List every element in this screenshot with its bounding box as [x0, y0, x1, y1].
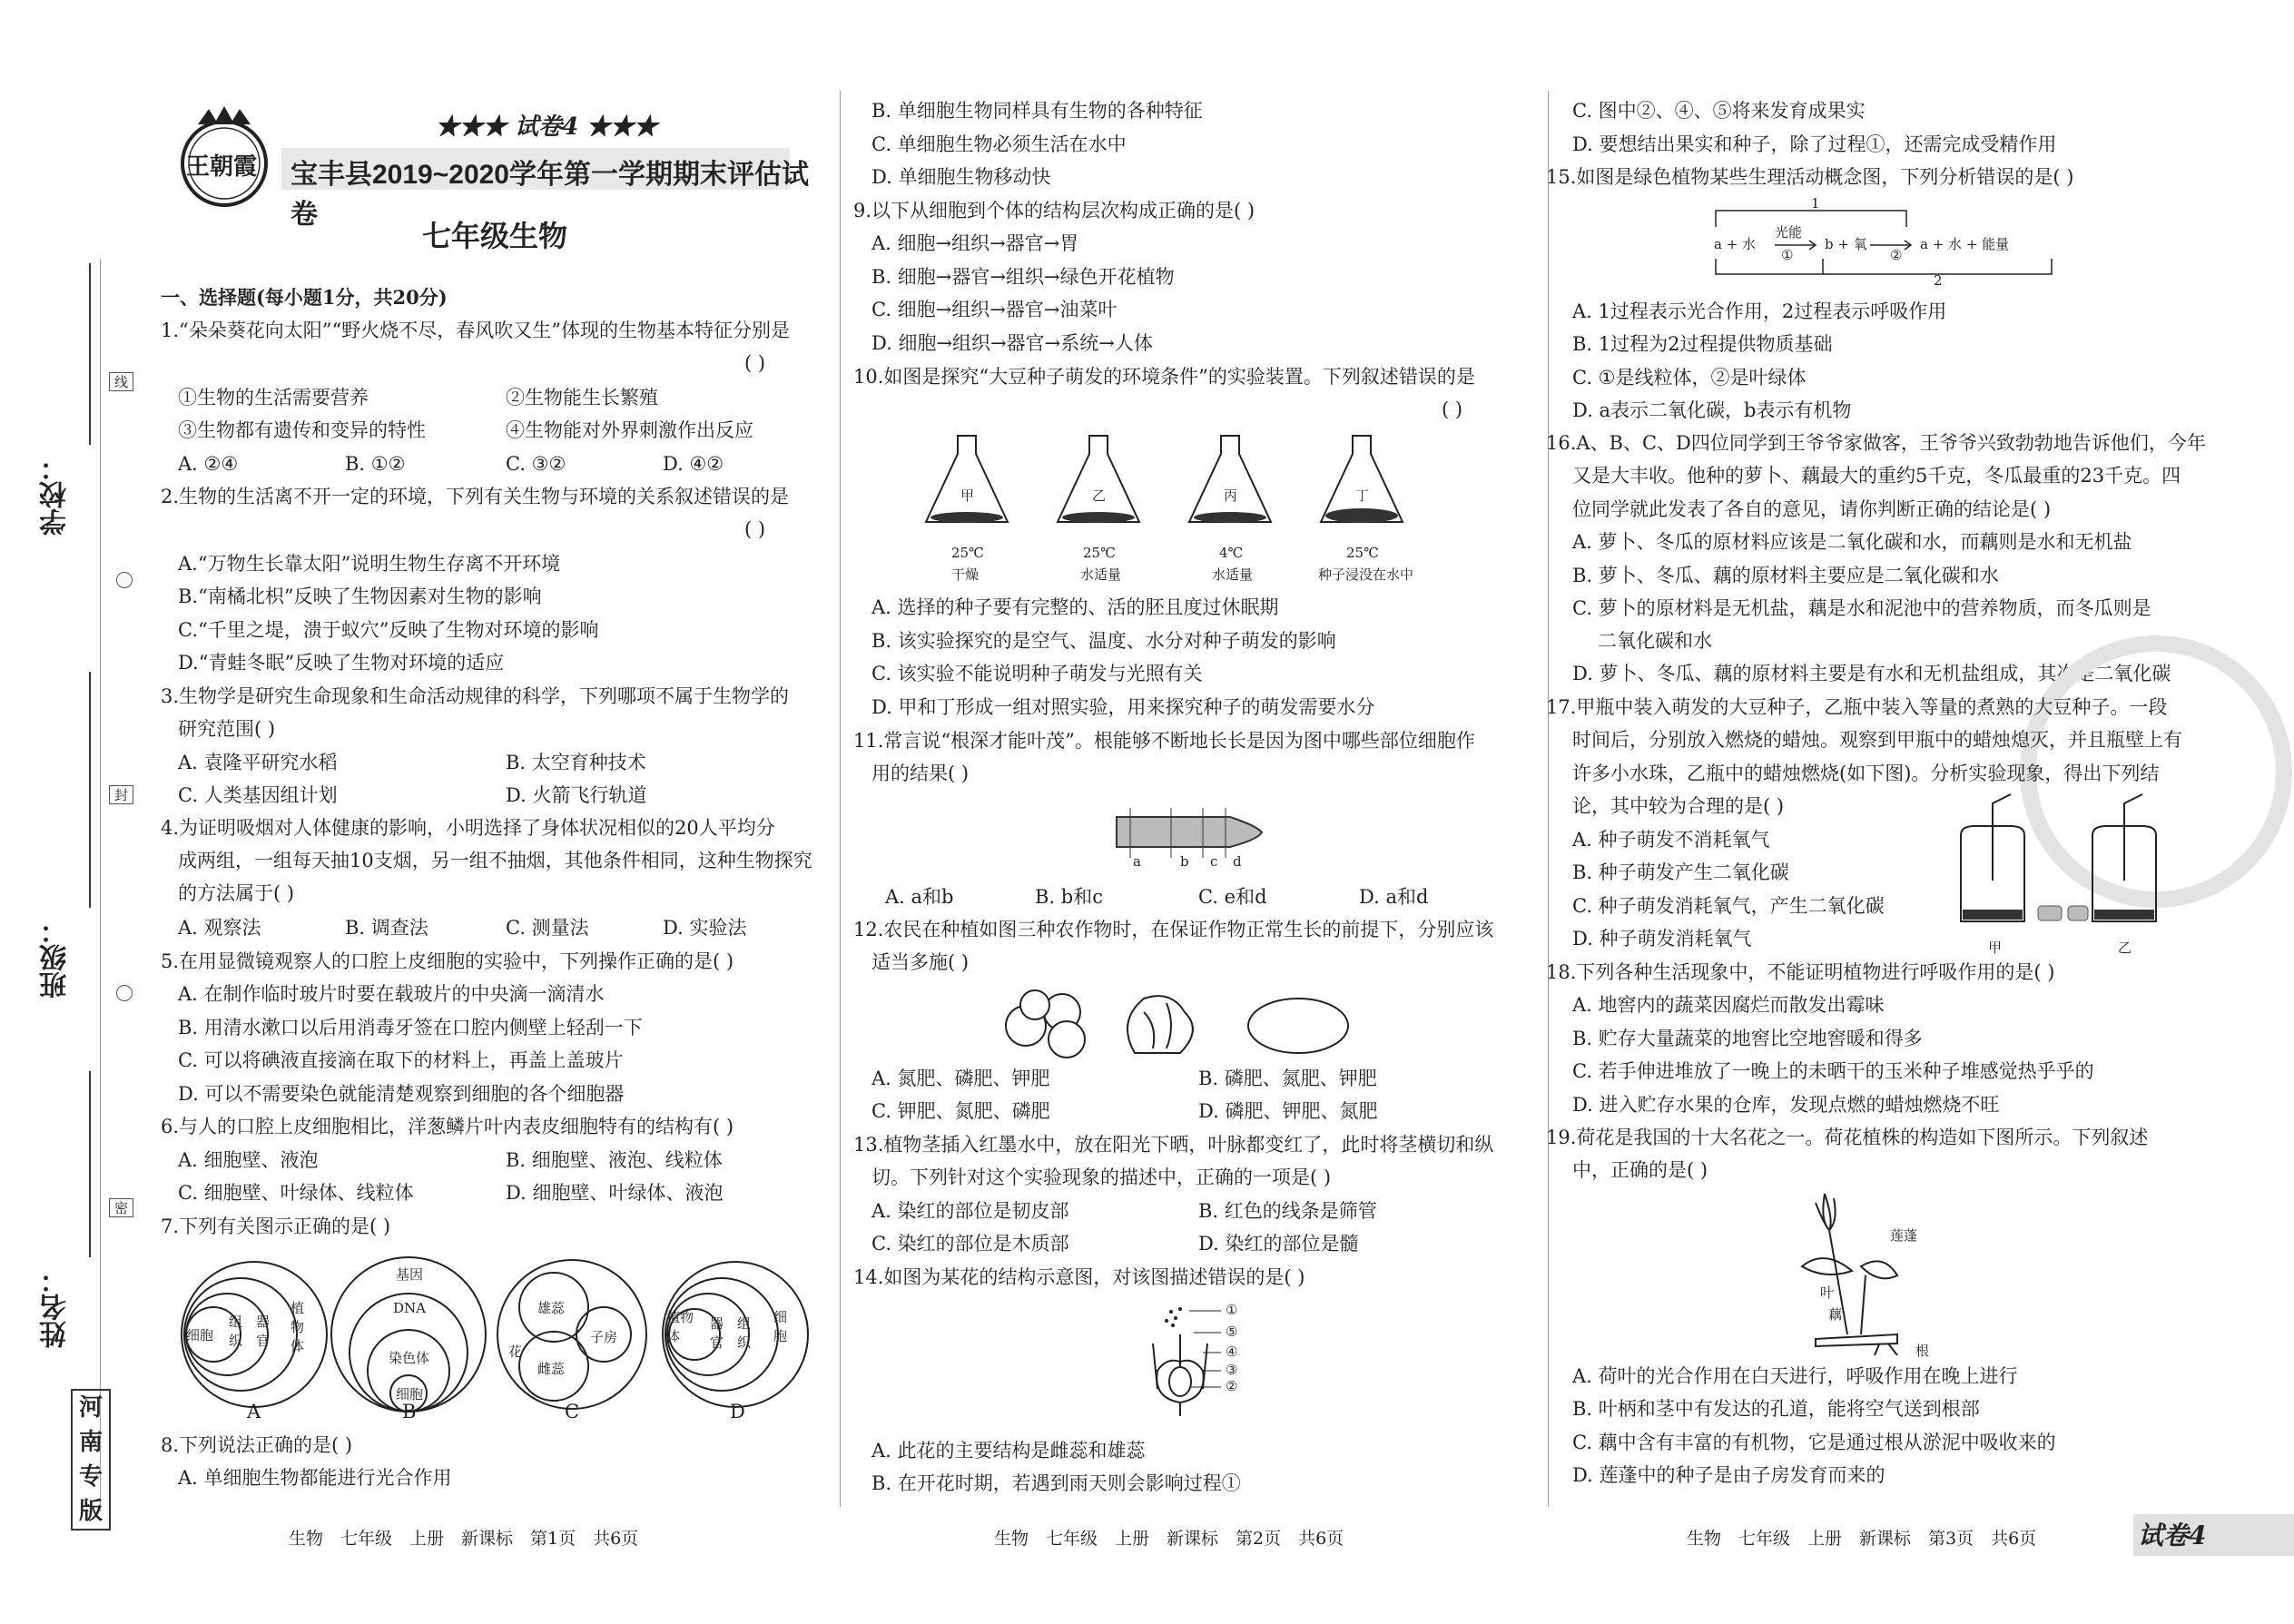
- q15-concept-diagram: [1707, 200, 2070, 290]
- q2-option-d: D.“青蛙冬眠”反映了生物对环境的适应: [178, 652, 505, 674]
- q7-diagram-c: [497, 1260, 646, 1409]
- q14-label-2: ②: [1226, 1378, 1238, 1394]
- q18-option-c: C. 若手伸进堆放了一晚上的未晒干的玉米种子堆感觉热乎乎的: [1572, 1060, 2094, 1082]
- q15-under-arrow-1: ①: [1781, 247, 1794, 263]
- edition-badge: [71, 1389, 111, 1530]
- header: [145, 104, 817, 268]
- edition-char-1: 河: [78, 1394, 103, 1422]
- q7-c-label-4: 雌蕊: [537, 1361, 566, 1377]
- q6-option-a: A. 细胞壁、液泡: [178, 1149, 319, 1171]
- q14-option-a: A. 此花的主要结构是雌蕊和雄蕊: [871, 1440, 1146, 1462]
- q10-flask-2-label: 乙: [1092, 487, 1107, 504]
- q14-option-d: D. 要想结出果实和种子，除了过程①，还需完成受精作用: [1572, 133, 2057, 155]
- page-footer-3: 生物 七年级 上册 新课标 第3页 共6页: [1687, 1529, 2037, 1549]
- q7-b-label-4: 细胞: [396, 1386, 424, 1403]
- q13-stem-cont: 切。下列针对这个实验现象的描述中，正确的一项是( ): [871, 1166, 1332, 1188]
- q8-option-b: B. 单细胞生物同样具有生物的各种特征: [871, 100, 1203, 122]
- q7-a-label-1: 细胞: [186, 1327, 214, 1343]
- q16-stem-cont1: 又是大丰收。他种的萝卜、藕最大的重约5千克，冬瓜最重的23千克。四: [1572, 465, 2181, 487]
- q10-flask-1-label: 甲: [960, 487, 975, 504]
- q11-option-c: C. e和d: [1198, 886, 1267, 908]
- q17-option-c: C. 种子萌发消耗氧气，产生二氧化碳: [1572, 895, 1885, 917]
- seal-mark: 封: [109, 785, 133, 804]
- q1-statement-2: ②生物能生长繁殖: [506, 387, 658, 408]
- q18-stem: 18.下列各种生活现象中，不能证明植物进行呼吸作用的是( ): [1546, 961, 2055, 983]
- q11-option-b: B. b和c: [1035, 886, 1103, 908]
- q7-a-label-3: 器官: [256, 1314, 271, 1349]
- q7-option-b-label: B: [402, 1401, 417, 1422]
- q11-label-a: a: [1133, 853, 1141, 870]
- q11-stem-cont: 用的结果( ): [871, 763, 970, 784]
- q7-option-a-label: A: [247, 1401, 261, 1422]
- q11-label-d: d: [1233, 853, 1242, 870]
- edition-char-4: 版: [78, 1498, 103, 1525]
- q17-option-a: A. 种子萌发不消耗氧气: [1572, 829, 1770, 851]
- q14-label-4: ④: [1226, 1343, 1238, 1360]
- q14-option-c: C. 图中②、④、⑤将来发育成果实: [1572, 100, 1866, 122]
- flask-icon: [1189, 436, 1271, 522]
- q14-option-b: B. 在开花时期，若遇到雨天则会影响过程①: [871, 1472, 1241, 1494]
- q3-option-d: D. 火箭飞行轨道: [506, 784, 647, 806]
- q10-flask-4-label: 丁: [1355, 487, 1370, 504]
- q9-option-b: B. 细胞→器官→组织→绿色开花植物: [871, 266, 1175, 288]
- q15-left: a + 水: [1714, 236, 1757, 252]
- q3-stem-cont: 研究范围( ): [178, 718, 276, 740]
- q7-option-c-label: C: [565, 1401, 580, 1422]
- q15-option-a: A. 1过程表示光合作用，2过程表示呼吸作用: [1572, 300, 1947, 322]
- q15-stem: 15.如图是绿色植物某些生理活动概念图，下列分析错误的是( ): [1546, 166, 2074, 188]
- q7-d-label-4: 细胞: [773, 1309, 788, 1344]
- q12-option-c: C. 钾肥、氮肥、磷肥: [871, 1100, 1050, 1122]
- q14-label-3: ③: [1226, 1362, 1238, 1378]
- q9-option-a: A. 细胞→组织→器官→胃: [871, 232, 1079, 254]
- exam-title-text: 宝丰县2019~2020学年第一学期期末评估试卷: [290, 160, 809, 230]
- school-line: [89, 263, 91, 445]
- q2-stem: 2.生物的生活离不开一定的环境，下列有关生物与环境的关系叙述错误的是: [161, 486, 790, 507]
- q10-bracket: ( ): [1442, 399, 1463, 420]
- class-label: 班级：: [40, 917, 72, 999]
- q5-stem: 5.在用显微镜观察人的口腔上皮细胞的实验中，下列操作正确的是( ): [161, 950, 734, 972]
- q19-label-seedpod: 莲蓬: [1890, 1227, 1918, 1244]
- page-footer-2: 生物 七年级 上册 新课标 第2页 共6页: [994, 1529, 1344, 1549]
- potato-icon: [1248, 999, 1348, 1053]
- q7-c-label-2: 花: [508, 1343, 523, 1360]
- q4-stem-cont2: 的方法属于( ): [178, 882, 295, 904]
- corner-tag: 试卷4: [2138, 1521, 2207, 1550]
- q18-option-b: B. 贮存大量蔬菜的地窖比空地窖暖和得多: [1572, 1028, 1923, 1049]
- q12-option-a: A. 氮肥、磷肥、钾肥: [871, 1068, 1050, 1089]
- q16-option-c-cont: 二氧化碳和水: [1598, 630, 1712, 652]
- q1-statement-3: ③生物都有遗传和变异的特性: [178, 419, 426, 441]
- q16-option-a: A. 萝卜、冬瓜的原材料应该是二氧化碳和水，而藕则是水和无机盐: [1572, 531, 2132, 553]
- q8-option-a: A. 单细胞生物都能进行光合作用: [178, 1467, 452, 1489]
- sidebar: [0, 0, 136, 1624]
- q19-label-root: 根: [1915, 1343, 1930, 1359]
- q10-condition-3: 水适量: [1212, 566, 1254, 583]
- q4-option-d: D. 实验法: [663, 917, 747, 939]
- q16-stem: 16.A、B、C、D四位同学到王爷爷家做客，王爷爷兴致勃勃地告诉他们，今年: [1546, 432, 2206, 454]
- secret-mark: 密: [109, 1198, 133, 1217]
- q8-option-d: D. 单细胞生物移动快: [871, 166, 1051, 188]
- q12-option-b: B. 磷肥、氮肥、钾肥: [1198, 1068, 1377, 1089]
- line-mark: 线: [109, 372, 133, 391]
- q7-option-d-label: D: [730, 1401, 745, 1422]
- q10-flask-diagram: [917, 427, 1462, 545]
- q5-option-c: C. 可以将碘液直接滴在取下的材料上，再盖上盖玻片: [178, 1049, 624, 1071]
- q17-stem-cont2: 许多小水珠，乙瓶中的蜡烛燃烧(如下图)。分析实验现象，得出下列结: [1572, 763, 2160, 784]
- q15-over-arrow-1: 光能: [1775, 224, 1803, 241]
- q7-d-label-3: 组织: [737, 1315, 752, 1351]
- q16-option-c: C. 萝卜的原材料是无机盐，藕是水和泥池中的营养物质，而冬瓜则是: [1572, 597, 2151, 619]
- star-icon: ★★★: [436, 113, 507, 141]
- q4-option-b: B. 调查法: [345, 917, 428, 939]
- q10-condition-2: 水适量: [1080, 566, 1122, 583]
- q1-option-d: D. ④②: [663, 453, 724, 475]
- q6-stem: 6.与人的口腔上皮细胞相比，洋葱鳞片叶内表皮细胞特有的结构有( ): [161, 1116, 734, 1137]
- q17-stem-cont1: 时间后，分别放入燃烧的蜡烛。观察到甲瓶中的蜡烛熄灭，并且瓶壁上有: [1572, 729, 2182, 751]
- q13-stem: 13.植物茎插入红墨水中，放在阳光下晒，叶脉都变红了，此时将茎横切和纵: [853, 1134, 1494, 1156]
- q1-statement-1: ①生物的生活需要营养: [178, 387, 369, 408]
- star-icon: ★★★: [586, 113, 658, 141]
- q17-option-b: B. 种子萌发产生二氧化碳: [1572, 861, 1789, 883]
- q15-option-c: C. ①是线粒体，②是叶绿体: [1572, 367, 1807, 389]
- q7-a-label-4: 植物体: [290, 1300, 305, 1354]
- q10-temp-3: 4℃: [1219, 545, 1244, 561]
- q16-option-b: B. 萝卜、冬瓜、藕的原材料主要应是二氧化碳和水: [1572, 565, 1999, 586]
- school-label: 学校：: [40, 454, 72, 536]
- punch-hole-2: [116, 985, 133, 1001]
- q2-option-c: C.“千里之堤，溃于蚁穴”反映了生物对环境的影响: [178, 619, 599, 641]
- paper-tag: [436, 108, 657, 142]
- logo-text: 王朝霞: [186, 153, 258, 181]
- q19-label-leaf: 叶: [1820, 1284, 1835, 1301]
- q12-stem: 12.农民在种植如图三种农作物时，在保证作物正常生长的前提下，分别应该: [853, 919, 1494, 940]
- q17-stem-cont3: 论，其中较为合理的是( ): [1572, 795, 1785, 817]
- q17-stem: 17.甲瓶中装入萌发的大豆种子，乙瓶中装入等量的煮熟的大豆种子。一段: [1546, 696, 2168, 718]
- q1-option-b: B. ①②: [345, 453, 406, 475]
- q5-option-a: A. 在制作临时玻片时要在载玻片的中央滴一滴清水: [178, 983, 605, 1005]
- q13-option-c: C. 染红的部位是木质部: [871, 1233, 1069, 1255]
- subject-title: 七年级生物: [422, 219, 568, 253]
- q10-option-a: A. 选择的种子要有完整的、活的胚且度过休眠期: [871, 596, 1279, 618]
- q15-middle: b + 氧: [1825, 236, 1867, 252]
- q7-d-label-2: 器官: [710, 1315, 724, 1351]
- q10-condition-1: 干燥: [951, 566, 980, 583]
- q16-option-d: D. 萝卜、冬瓜、藕的原材料主要是有水和无机盐组成，其次是二氧化碳: [1572, 663, 2171, 684]
- q15-option-b: B. 1过程为2过程提供物质基础: [1572, 333, 1833, 355]
- q13-option-b: B. 红色的线条是筛管: [1198, 1200, 1377, 1222]
- q4-stem: 4.为证明吸烟对人体健康的影响，小明选择了身体状况相似的20人平均分: [161, 817, 775, 839]
- cabbage-icon: [1127, 996, 1193, 1053]
- q2-option-b: B.“南橘北枳”反映了生物因素对生物的影响: [178, 586, 542, 607]
- q9-option-c: C. 细胞→组织→器官→油菜叶: [871, 299, 1117, 320]
- q7-a-label-2: 组织: [229, 1314, 243, 1349]
- q7-b-label-1: 基因: [396, 1266, 424, 1283]
- q14-stem: 14.如图为某花的结构示意图，对该图描述错误的是( ): [853, 1266, 1305, 1288]
- column-divider-1: [840, 91, 841, 1507]
- q18-option-a: A. 地窖内的蔬菜因腐烂而散发出霉味: [1572, 994, 1885, 1016]
- q10-option-c: C. 该实验不能说明种子萌发与光照有关: [871, 663, 1203, 684]
- q12-option-d: D. 磷肥、钾肥、氮肥: [1198, 1100, 1378, 1122]
- q15-top-number: 1: [1811, 195, 1820, 212]
- q1-statement-4: ④生物能对外界刺激作出反应: [506, 419, 753, 441]
- q7-c-label-1: 雄蕊: [537, 1300, 566, 1316]
- q7-d-label-1: 植物体: [666, 1309, 694, 1344]
- q10-option-d: D. 甲和丁形成一组对照实验，用来探究种子的萌发需要水分: [871, 696, 1375, 718]
- q13-option-d: D. 染红的部位是髓: [1198, 1233, 1359, 1255]
- q15-under-arrow-2: ②: [1890, 247, 1903, 263]
- q17-label-jia: 甲: [1988, 940, 2003, 956]
- q19-label-lotus-root: 藕: [1828, 1306, 1843, 1323]
- q19-option-d: D. 莲蓬中的种子是由子房发育而来的: [1572, 1464, 1885, 1486]
- q3-stem: 3.生物学是研究生命现象和生命活动规律的科学，下列哪项不属于生物学的: [161, 685, 790, 707]
- q7-b-label-2: DNA: [393, 1300, 426, 1316]
- class-line: [89, 672, 91, 908]
- q15-option-d: D. a表示二氧化碳，b表示有机物: [1572, 399, 1852, 421]
- column-divider-2: [1548, 91, 1549, 1507]
- q13-option-a: A. 染红的部位是韧皮部: [871, 1200, 1069, 1222]
- q11-label-c: c: [1210, 853, 1218, 870]
- q11-option-d: D. a和d: [1359, 886, 1429, 908]
- q2-option-a: A.“万物生长靠太阳”说明生物生存离不开环境: [178, 553, 561, 575]
- edition-char-2: 南: [78, 1429, 103, 1456]
- q10-temp-1: 25℃: [951, 545, 984, 561]
- q11-label-b: b: [1180, 853, 1189, 870]
- q19-option-b: B. 叶柄和茎中有发达的孔道，能将空气送到根部: [1572, 1398, 1980, 1420]
- punch-hole-1: [116, 572, 133, 588]
- q17-option-d: D. 种子萌发消耗氧气: [1572, 928, 1752, 950]
- q5-option-d: D. 可以不需要染色就能清楚观察到细胞的各个细胞器: [178, 1083, 625, 1105]
- q19-option-a: A. 荷叶的光合作用在白天进行，呼吸作用在晚上进行: [1572, 1365, 2018, 1387]
- q10-temp-4: 25℃: [1346, 545, 1379, 561]
- q1-option-c: C. ③②: [506, 453, 566, 475]
- q17-jar-diagram: [1943, 790, 2179, 940]
- q2-bracket: ( ): [744, 518, 766, 540]
- q11-option-a: A. a和b: [885, 886, 954, 908]
- flask-icon: [1058, 436, 1139, 522]
- q15-bottom-number: 2: [1934, 272, 1943, 289]
- q10-flask-3-label: 丙: [1224, 487, 1238, 504]
- q18-option-d: D. 进入贮存水果的仓库，发现点燃的蜡烛燃烧不旺: [1572, 1094, 2000, 1116]
- q15-right: a + 水 + 能量: [1920, 236, 2010, 252]
- paper-tag-text: 试卷4: [515, 113, 579, 141]
- q16-stem-cont2: 位同学就此发表了各自的意见，请你判断正确的结论是( ): [1572, 498, 2052, 520]
- q9-stem: 9.以下从细胞到个体的结构层次构成正确的是( ): [853, 200, 1255, 221]
- q19-stem: 19.荷花是我国的十大名花之一。荷花植株的构造如下图所示。下列叙述: [1546, 1127, 2149, 1148]
- q7-b-label-3: 染色体: [389, 1350, 430, 1366]
- q5-option-b: B. 用清水漱口以后用消毒牙签在口腔内侧壁上轻刮一下: [178, 1017, 643, 1038]
- q10-temp-2: 25℃: [1083, 545, 1116, 561]
- q8-stem: 8.下列说法正确的是( ): [161, 1434, 353, 1456]
- q10-condition-4: 种子浸没在水中: [1318, 566, 1414, 583]
- q3-option-b: B. 太空育种技术: [506, 752, 646, 773]
- tomato-icon: [1006, 990, 1085, 1058]
- q6-option-b: B. 细胞壁、液泡、线粒体: [506, 1149, 723, 1171]
- q7-stem: 7.下列有关图示正确的是( ): [161, 1216, 391, 1237]
- page-footer-1: 生物 七年级 上册 新课标 第1页 共6页: [289, 1529, 639, 1549]
- q19-option-c: C. 藕中含有丰富的有机物，它是通过根从淤泥中吸收来的: [1572, 1432, 2056, 1453]
- name-line: [89, 1071, 91, 1257]
- q7-c-label-3: 子房: [590, 1329, 618, 1345]
- q10-option-b: B. 该实验探究的是空气、温度、水分对种子萌发的影响: [871, 630, 1336, 652]
- flask-icon: [926, 436, 1008, 522]
- q6-option-c: C. 细胞壁、叶绿体、线粒体: [178, 1182, 414, 1204]
- q4-option-a: A. 观察法: [178, 917, 261, 939]
- edition-char-3: 专: [78, 1463, 103, 1491]
- q1-bracket: ( ): [744, 352, 766, 374]
- q4-option-c: C. 测量法: [506, 917, 589, 939]
- q1-stem: 1.“朵朵葵花向太阳”“野火烧不尽，春风吹又生”体现的生物基本特征分别是: [161, 320, 790, 341]
- q10-stem: 10.如图是探究“大豆种子萌发的环境条件”的实验装置。下列叙述错误的是: [853, 366, 1475, 388]
- q3-option-c: C. 人类基因组计划: [178, 784, 338, 806]
- q12-crops-diagram: [999, 985, 1362, 1062]
- name-label: 姓名：: [40, 1266, 72, 1348]
- q11-stem: 11.常言说“根深才能叶茂”。根能够不断地长长是因为图中哪些部位细胞作: [853, 730, 1475, 752]
- section-heading: 一、选择题(每小题1分，共20分): [161, 286, 448, 309]
- q4-stem-cont1: 成两组，一组每天抽10支烟，另一组不抽烟，其他条件相同，这种生物探究: [178, 850, 812, 871]
- q9-option-d: D. 细胞→组织→器官→系统→人体: [871, 332, 1153, 354]
- q6-option-d: D. 细胞壁、叶绿体、液泡: [506, 1182, 724, 1204]
- q19-stem-cont: 中，正确的是( ): [1572, 1159, 1708, 1181]
- q17-label-yi: 乙: [2118, 940, 2132, 956]
- q8-option-c: C. 单细胞生物必须生活在水中: [871, 133, 1127, 155]
- q12-stem-cont: 适当多施( ): [871, 951, 970, 973]
- q19-lotus-diagram: [1797, 1185, 1925, 1357]
- q14-label-5: ⑤: [1226, 1324, 1238, 1340]
- q14-label-1: ①: [1226, 1302, 1238, 1318]
- q1-option-a: A. ②④: [178, 453, 239, 475]
- q3-option-a: A. 袁隆平研究水稻: [178, 752, 338, 773]
